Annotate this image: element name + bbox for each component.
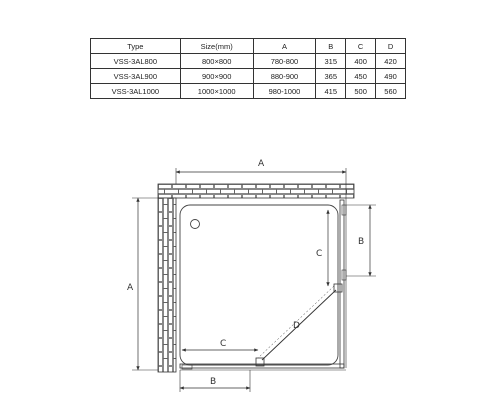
cell-d: 420 [376, 54, 406, 69]
label-d-diag: D [293, 321, 300, 331]
cell-d: 560 [376, 84, 406, 99]
label-c-bottom: C [220, 339, 227, 349]
cell-b: 315 [316, 54, 346, 69]
cell-b: 365 [316, 69, 346, 84]
col-header-b: B [316, 39, 346, 54]
cell-c: 500 [346, 84, 376, 99]
cell-size: 1000×1000 [180, 84, 253, 99]
col-header-c: C [346, 39, 376, 54]
top-wall [158, 184, 354, 198]
shower-tray [180, 205, 338, 365]
left-wall [158, 198, 176, 372]
cell-a: 980-1000 [253, 84, 316, 99]
label-a-top: A [258, 159, 265, 169]
cell-c: 400 [346, 54, 376, 69]
cell-type: VSS-3AL1000 [91, 84, 181, 99]
label-c-right: C [316, 249, 323, 259]
col-header-type: Type [91, 39, 181, 54]
cell-c: 450 [346, 69, 376, 84]
label-a-left: A [127, 283, 134, 293]
label-b-bottom: B [210, 377, 217, 387]
col-header-a: A [253, 39, 316, 54]
label-b-right: B [358, 237, 365, 247]
cell-d: 490 [376, 69, 406, 84]
drain-circle [191, 220, 200, 229]
cell-a: 780-800 [253, 54, 316, 69]
cell-size: 900×900 [180, 69, 253, 84]
cell-a: 880-900 [253, 69, 316, 84]
col-header-size: Size(mm) [180, 39, 253, 54]
cell-type: VSS-3AL800 [91, 54, 181, 69]
cell-size: 800×800 [180, 54, 253, 69]
cell-type: VSS-3AL900 [91, 69, 181, 84]
col-header-d: D [376, 39, 406, 54]
cell-b: 415 [316, 84, 346, 99]
